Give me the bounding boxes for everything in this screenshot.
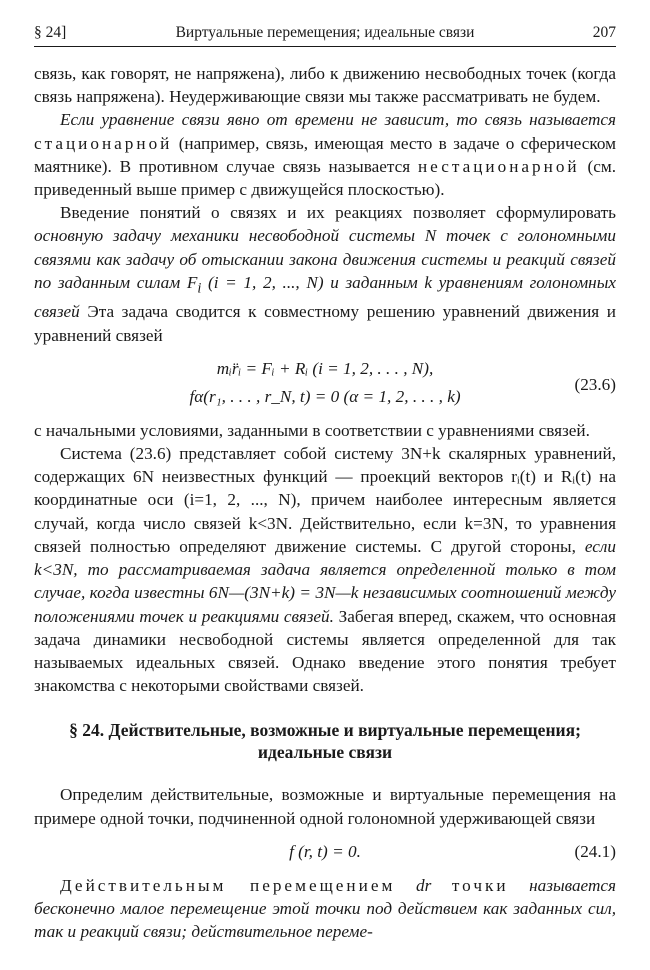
equation-24-1 — [34, 838, 616, 866]
equation-line-2: fα(r₁, . . . , r_N, t) = 0 (α = 1, 2, . . . , k) — [189, 386, 461, 406]
running-header — [34, 24, 616, 47]
section-heading-line-2: идеальные связи — [257, 742, 393, 763]
equation-line-1: mᵢr̈ᵢ = Fᵢ + Rᵢ (i = 1, 2, . . . , N), — [216, 358, 434, 378]
section-heading-line-1: § 24. Действительные, возможные и виртуальные перемещения; — [69, 720, 581, 741]
paragraph-7: Действительным перемещением dr точки называется бесконечно малое перемещение этой точки под действием как заданных сил, так и реакций связи; действительное переме- — [34, 875, 616, 942]
paragraph-4: с начальными условиями, заданными в соответствии с уравнениями связей. — [34, 420, 590, 440]
header-title: Виртуальные перемещения; идеальные связи — [175, 24, 475, 41]
equation-expression: f (r, t) = 0. — [289, 841, 361, 861]
paragraph-5: Система (23.6) представляет собой систему 3N+k скалярных уравнений, содержащих 6N неизвестных функций — проекций векторов rᵢ(t) и Rᵢ(t) на координатные оси (i=1, 2, ..., N), причем наиболее интересным является случай, когда число связей k<3N. Действительно, если k=3N, то уравнения связей полностью определяют движение системы. С другой стороны, если k<3N, то рассматриваемая задача является определенной только в том случае, когда известны 6N—(3N+k) = 3N—k независимых соотношений между положениями точек и реакциями связей. Забегая вперед, скажем, что основная задача динамики несвободной системы является определенной для так называемых идеальных связей. Однако введение этого понятия требует знакомства с некоторыми свойствами связей. — [34, 444, 617, 696]
header-section: § 24] — [34, 24, 67, 41]
paragraph-3: Введение понятий о связях и их реакциях позволяет сформулировать основную задачу механики несвободной системы N точек с голономными связями как задачу об отыскании закона движения системы и реакций связей по заданным силам $F_i$ (i = 1, 2, ..., N) и заданным k уравнениям голономных связей Эта задача сводится к совместному решению уравнений движения и уравнений связей — [34, 203, 617, 345]
paragraph-2: Если уравнение связи явно от времени не зависит, то связь называется стационарной (например, связь, имеющая место в задаче о сферическом маятнике). В противном случае связь называется нестационарной (см. приведенный выше пример с движущейся плоскостью). — [34, 110, 617, 200]
section-heading — [34, 719, 616, 763]
paragraph-6: Определим действительные, возможные и виртуальные перемещения на примере одной точки, подчиненной одной голономной удерживающей связи — [34, 785, 616, 828]
paragraph-1: связь, как говорят, не напряжена), либо к движению несвободных точек (когда связь напряжена). Неудерживающие связи мы также рассматривать не будем. — [34, 64, 616, 107]
page-body — [34, 62, 616, 943]
equation-number: (24.1) — [574, 841, 616, 861]
equation-number: (23.6) — [574, 374, 616, 394]
equation-23-6 — [34, 355, 616, 411]
page-number: 207 — [592, 24, 616, 41]
